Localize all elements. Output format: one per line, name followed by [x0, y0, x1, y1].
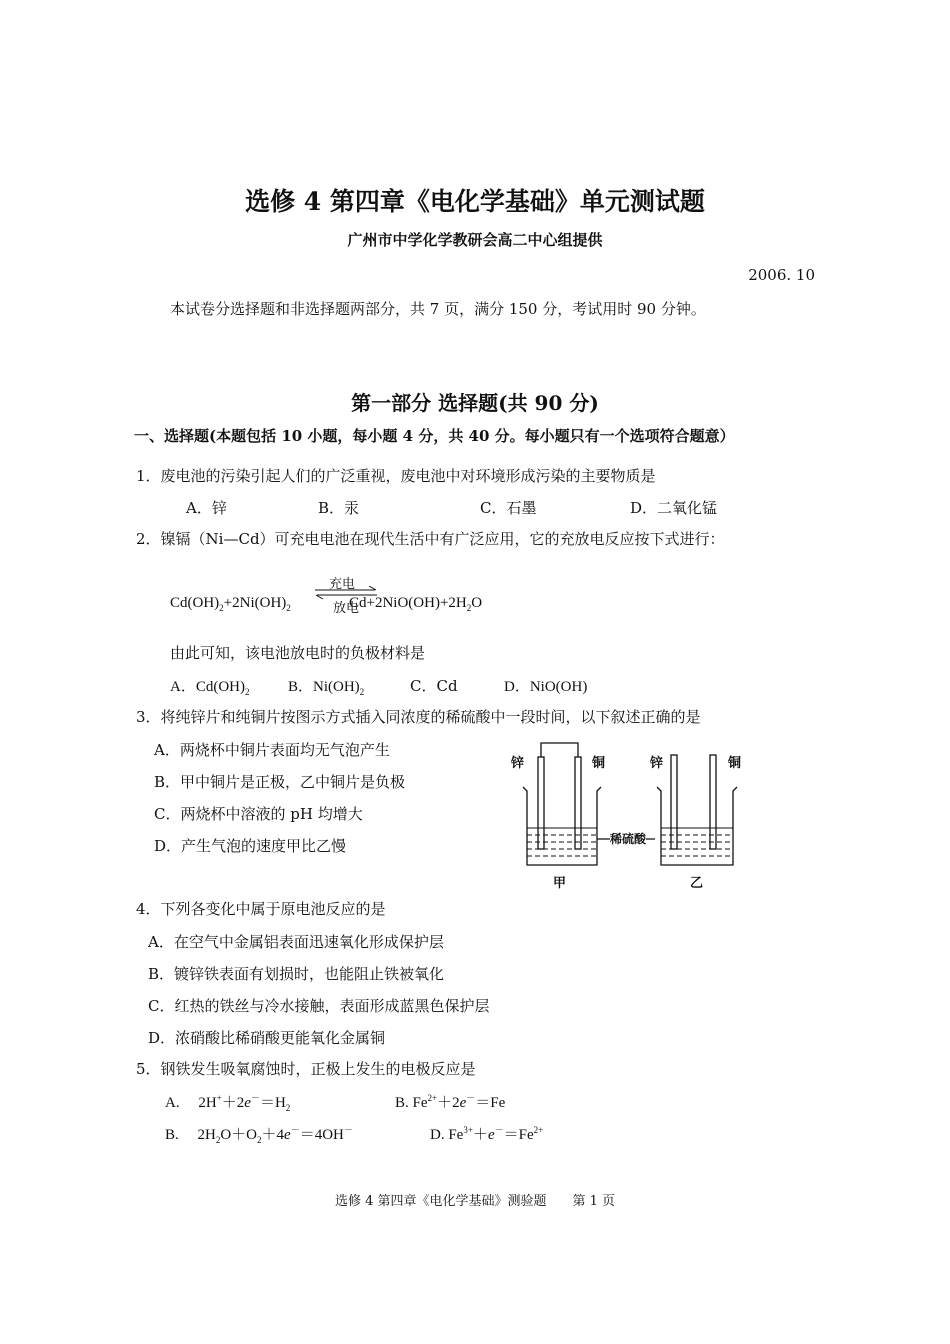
part-heading: 第一部分 选择题(共 90 分) — [351, 391, 599, 415]
q1-option-d: D．二氧化锰 — [630, 499, 718, 517]
q5-option-a: A. $2H^++2e^-=H_2$ — [165, 1093, 291, 1113]
question-4-stem: 4．下列各变化中属于原电池反应的是 — [136, 900, 386, 918]
fig-beaker-yi-label: 乙 — [690, 876, 704, 891]
fig-copper-label-2: 铜 — [728, 756, 742, 771]
q2-option-d: D．NiO(OH) — [504, 679, 588, 695]
q3-beaker-figure — [505, 735, 765, 895]
q1-option-b: B．汞 — [318, 499, 360, 517]
q3-option-d: D．产生气泡的速度甲比乙慢 — [154, 837, 347, 855]
beaker-jia — [523, 787, 601, 865]
exam-date: 2006. 10 — [748, 266, 815, 284]
q4-option-d: D．浓硝酸比稀硝酸更能氧化金属铜 — [148, 1029, 386, 1047]
footer-title: 选修 4 第四章《电化学基础》测验题 — [334, 1194, 547, 1209]
page-title: 选修 4 第四章《电化学基础》单元测试题 — [245, 187, 705, 216]
question-5-stem: 5．钢铁发生吸氧腐蚀时，正极上发生的电极反应是 — [136, 1060, 476, 1078]
fig-zinc-label-2: 锌 — [650, 756, 664, 771]
question-2-stem: 2．镍镉（Ni—Cd）可充电电池在现代生活中有广泛应用，它的充放电反应按下式进行： — [136, 530, 725, 548]
q2-equation-left: $Cd(OH)_2+2Ni(OH)_2$ — [170, 595, 291, 613]
exam-intro: 本试卷分选择题和非选择题两部分，共 7 页，满分 150 分，考试用时 90 分钟。 — [170, 300, 706, 318]
fig-zinc-label-1: 锌 — [511, 756, 525, 771]
q4-option-b: B．镀锌铁表面有划损时，也能阻止铁被氧化 — [148, 965, 445, 983]
q5-option-b-2: B. $2H_2O+O_2+4e^-=4OH^-$ — [165, 1125, 353, 1145]
q1-option-c: C．石墨 — [480, 499, 537, 517]
q2-discharge-label: 放电 — [333, 601, 360, 616]
q3-option-b: B．甲中铜片是正极，乙中铜片是负极 — [154, 773, 406, 791]
q5-option-b: B. $Fe^{2+}+2e^-=Fe$ — [395, 1093, 506, 1111]
q1-option-a: A．锌 — [186, 499, 227, 517]
q4-option-a: A．在空气中金属铝表面迅速氧化形成保护层 — [148, 933, 444, 951]
footer-page-number: 第 1 页 — [572, 1194, 616, 1209]
fig-copper-label-1: 铜 — [592, 756, 606, 771]
q2-option-c: C．Cd — [410, 677, 458, 695]
beaker-yi — [657, 787, 737, 865]
q2-option-b: B．$Ni(OH)_2$ — [288, 679, 365, 697]
q3-option-a: A．两烧杯中铜片表面均无气泡产生 — [154, 741, 390, 759]
section-heading — [134, 425, 735, 446]
page-footer — [0, 1190, 950, 1209]
q3-option-c: C．两烧杯中溶液的 pH 均增大 — [154, 805, 363, 823]
q4-option-c: C．红热的铁丝与冷水接触，表面形成蓝黑色保护层 — [148, 997, 490, 1015]
section-label: 一、选择题 — [134, 427, 210, 445]
q2-charge-label: 充电 — [329, 577, 356, 592]
fig-beaker-jia-label: 甲 — [553, 876, 567, 891]
q2-follow-text: 由此可知，该电池放电时的负极材料是 — [170, 644, 426, 662]
q2-equation-right: $Cd+2NiO(OH)+2H_2O$ — [349, 595, 483, 613]
page-subtitle: 广州市中学化学教研会高二中心组提供 — [347, 231, 603, 249]
question-3-stem: 3．将纯锌片和纯铜片按图示方式插入同浓度的稀硫酸中一段时间，以下叙述正确的是 — [136, 708, 701, 726]
fig-acid-label: 稀硫酸 — [610, 832, 647, 846]
q5-option-d: D. $Fe^{3+}+e^-=Fe^{2+}$ — [430, 1125, 544, 1143]
question-1-stem: 1．废电池的污染引起人们的广泛重视，废电池中对环境形成污染的主要物质是 — [136, 467, 656, 485]
section-note: (本题包括 10 小题，每小题 4 分，共 40 分。每小题只有一个选项符合题意） — [209, 427, 735, 445]
q2-option-a: A．$Cd(OH)_2$ — [170, 679, 250, 697]
